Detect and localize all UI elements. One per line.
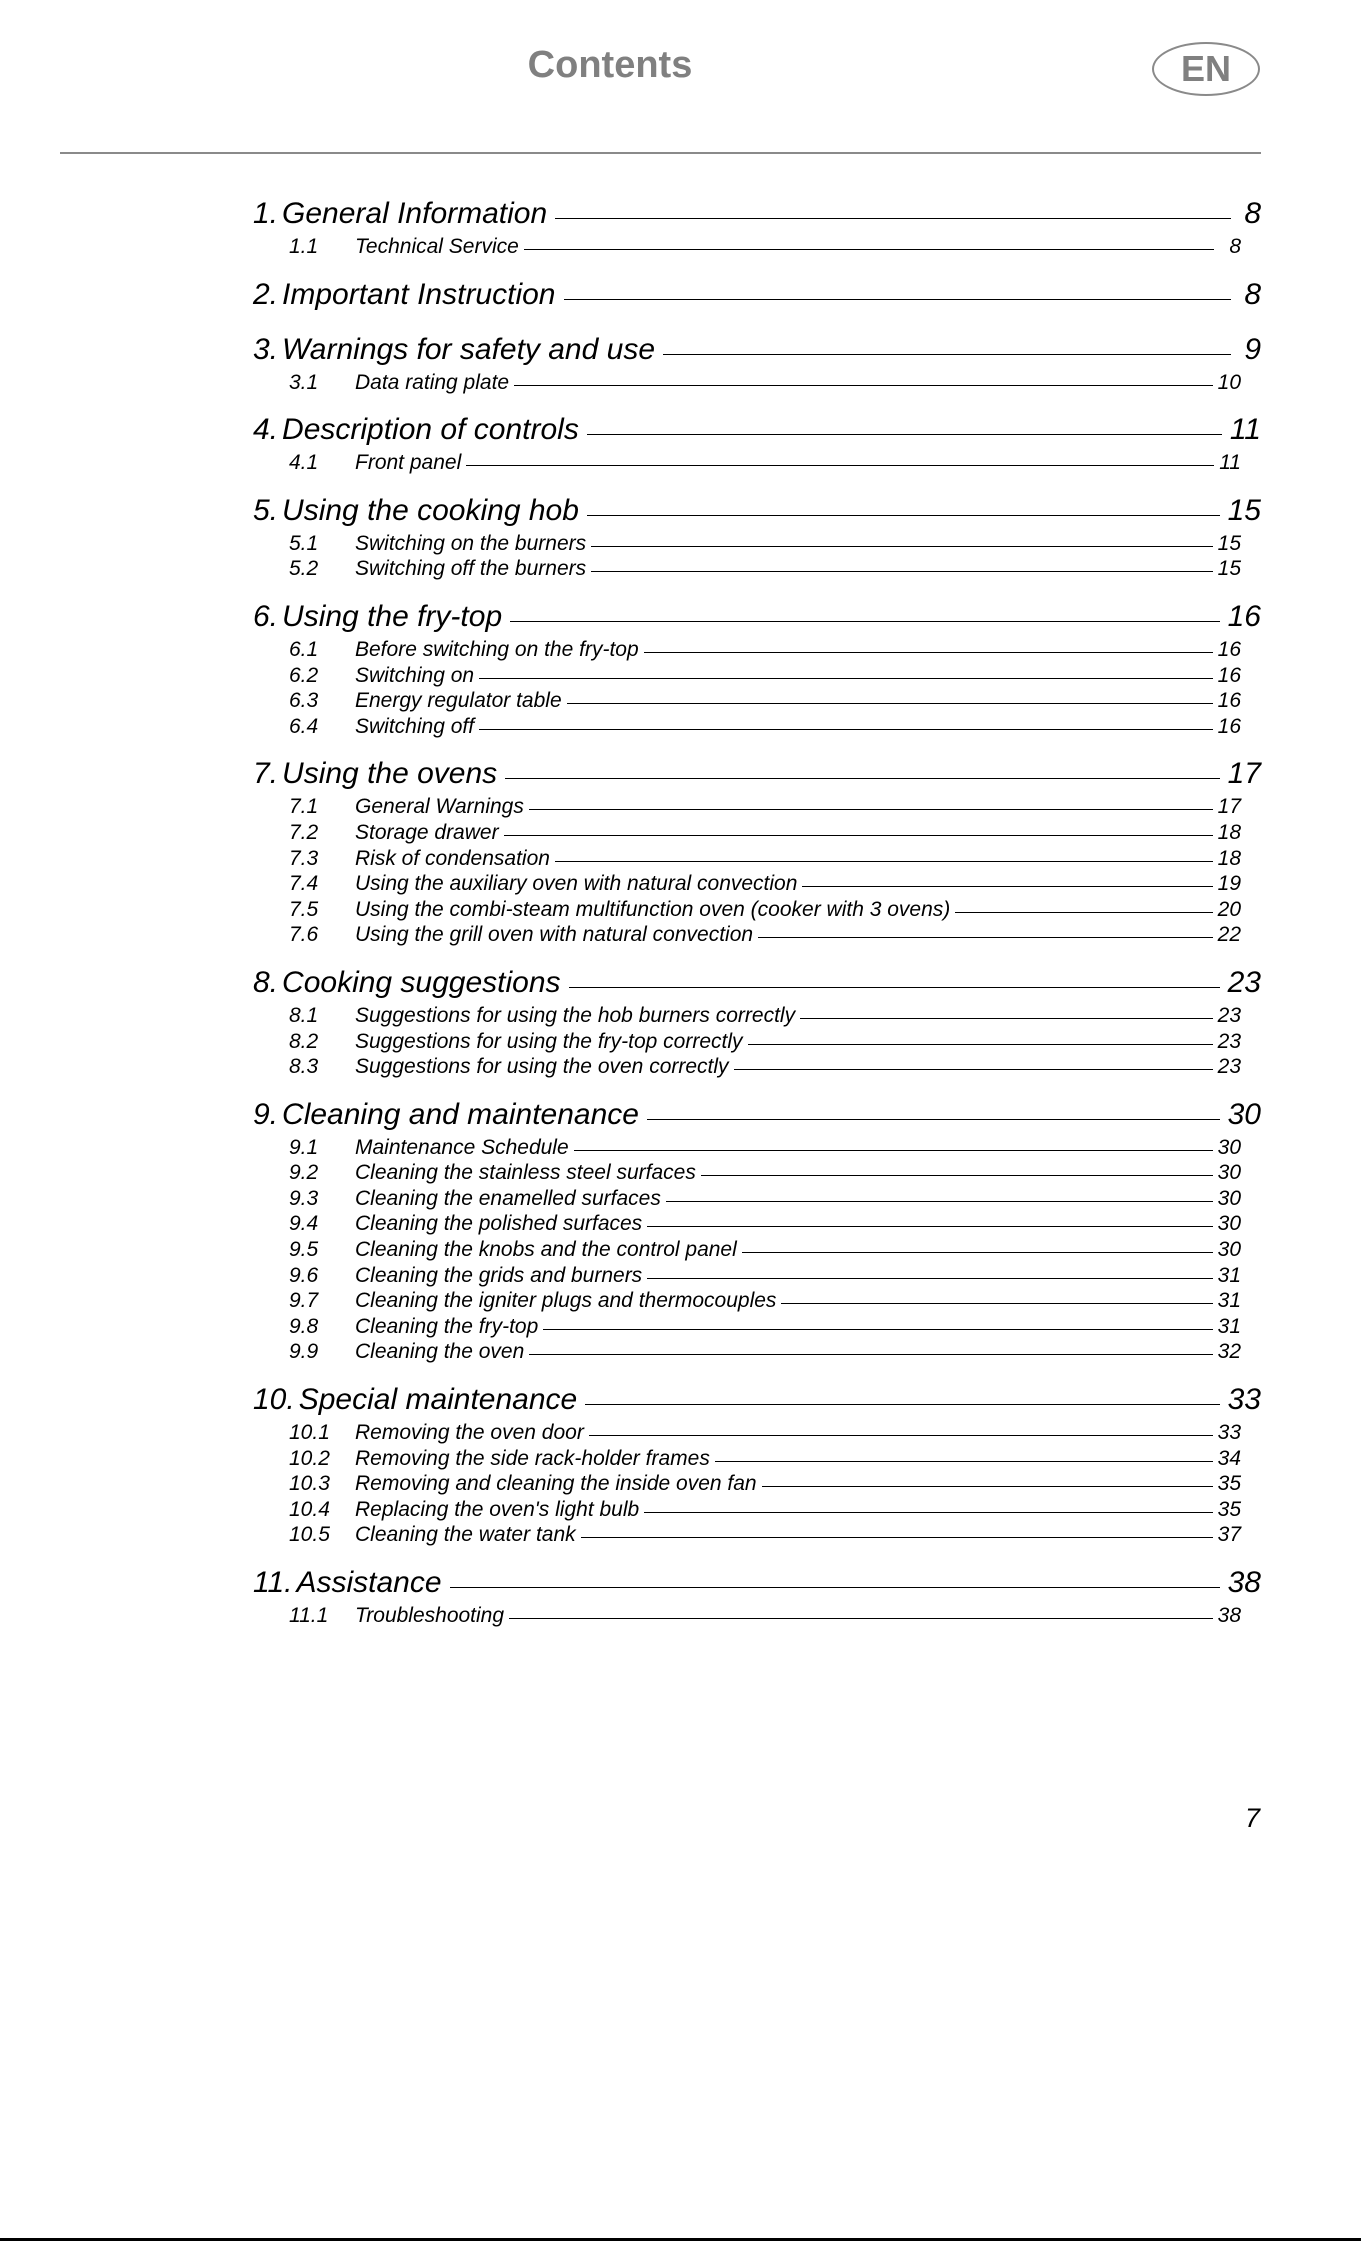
toc-entry-page: 17: [1217, 795, 1241, 819]
toc-leader-line: [802, 886, 1212, 887]
toc-entry-number: 4.: [253, 413, 279, 447]
toc-entry-title: Warnings for safety and use: [282, 332, 656, 366]
toc-entry-number: 5.2: [289, 557, 319, 581]
toc-subsection-entry[interactable]: [253, 1212, 1261, 1238]
toc-entry-page: 9: [1244, 332, 1261, 366]
toc-entry-title: Cleaning the water tank: [355, 1523, 576, 1547]
toc-subsection-entry[interactable]: [253, 557, 1261, 583]
toc-leader-line: [663, 354, 1231, 355]
toc-entry-title: Cleaning the knobs and the control panel: [355, 1238, 737, 1262]
toc-entry-number: 7.3: [289, 846, 319, 870]
toc-section: [253, 757, 1261, 949]
toc-subsection-entry[interactable]: [253, 1030, 1261, 1056]
toc-leader-line: [555, 218, 1231, 219]
toc-entry-page: 11: [1229, 413, 1261, 447]
toc-subsection-entry[interactable]: [253, 1498, 1261, 1524]
toc-entry-page: 15: [1217, 531, 1241, 555]
toc-entry-page: 23: [1217, 1055, 1241, 1079]
toc-entry-title: Energy regulator table: [355, 689, 562, 713]
toc-entry-number: 10.5: [289, 1523, 330, 1547]
toc-entry-page: 17: [1227, 757, 1261, 791]
toc-entry-number: 7.1: [289, 795, 319, 819]
toc-entry-title: Suggestions for using the oven correctly: [355, 1055, 729, 1079]
toc-section: [253, 1098, 1261, 1366]
toc-leader-line: [758, 937, 1213, 938]
toc-entry-page: 8: [1244, 197, 1261, 230]
toc-entry-number: 9.8: [289, 1314, 319, 1338]
toc-leader-line: [479, 729, 1213, 730]
toc-leader-line: [587, 515, 1220, 516]
toc-entry-page: 37: [1217, 1523, 1241, 1547]
toc-subsection-entry[interactable]: [253, 532, 1261, 558]
toc-leader-line: [589, 1435, 1213, 1436]
toc-leader-line: [564, 299, 1232, 300]
toc-leader-line: [647, 1278, 1212, 1279]
toc-subsection-entry[interactable]: [253, 1315, 1261, 1341]
toc-entry-number: 10.3: [289, 1472, 330, 1496]
toc-leader-line: [644, 652, 1213, 653]
toc-entry-page: 23: [1217, 1003, 1241, 1027]
toc-section: [253, 600, 1261, 740]
toc-subsection-entry[interactable]: [253, 1523, 1261, 1549]
toc-entry-page: 23: [1217, 1029, 1241, 1053]
toc-entry-page: 16: [1217, 637, 1241, 661]
toc-subsection-entry[interactable]: [253, 847, 1261, 873]
toc-entry-number: 3.: [253, 332, 279, 366]
toc-entry-number: 10.4: [289, 1497, 330, 1521]
toc-entry-page: 8: [1229, 235, 1241, 258]
toc-chapter-entry[interactable]: [253, 197, 1261, 235]
toc-subsection-entry[interactable]: [253, 1447, 1261, 1473]
toc-chapter-entry[interactable]: [253, 966, 1261, 1004]
toc-section: [253, 413, 1261, 477]
toc-leader-line: [529, 809, 1213, 810]
toc-entry-title: Cleaning and maintenance: [282, 1097, 639, 1131]
toc-entry-title: Suggestions for using the hob burners correctly: [355, 1003, 796, 1027]
toc-entry-number: 2.: [253, 277, 279, 311]
toc-chapter-entry[interactable]: [253, 413, 1261, 451]
toc-entry-number: 6.1: [289, 637, 319, 661]
toc-entry-title: Cleaning the grids and burners: [355, 1263, 643, 1287]
toc-subsection-entry[interactable]: [253, 451, 1261, 477]
toc-section: [253, 1566, 1261, 1630]
toc-entry-page: 31: [1217, 1263, 1241, 1287]
toc-entry-page: 31: [1217, 1314, 1241, 1338]
toc-chapter-entry[interactable]: [253, 600, 1261, 638]
toc-subsection-entry[interactable]: [253, 1340, 1261, 1366]
toc-entry-page: 31: [1217, 1289, 1241, 1313]
toc-entry-page: 16: [1227, 599, 1261, 633]
toc-entry-number: 7.: [253, 757, 279, 791]
toc-entry-title: General Warnings: [355, 795, 524, 819]
toc-entry-page: 23: [1227, 965, 1261, 999]
toc-leader-line: [543, 1329, 1212, 1330]
toc-entry-title: Switching off the burners: [355, 557, 587, 581]
toc-entry-page: 30: [1227, 1097, 1261, 1131]
toc-entry-title: Special maintenance: [298, 1383, 578, 1417]
toc-leader-line: [581, 1537, 1213, 1538]
toc-section: [253, 1383, 1261, 1549]
toc-entry-number: 10.2: [289, 1446, 330, 1470]
toc-entry-number: 11.: [253, 1566, 293, 1599]
toc-entry-page: 30: [1217, 1212, 1241, 1236]
toc-subsection-entry[interactable]: [253, 1472, 1261, 1498]
toc-entry-page: 38: [1217, 1604, 1241, 1627]
toc-leader-line: [574, 1150, 1213, 1151]
toc-entry-page: 20: [1217, 897, 1241, 921]
toc-leader-line: [524, 249, 1214, 250]
toc-entry-title: Using the grill oven with natural convection: [355, 923, 754, 947]
toc-leader-line: [514, 385, 1213, 386]
toc-entry-title: Maintenance Schedule: [355, 1135, 569, 1159]
toc-chapter-entry[interactable]: [253, 1566, 1261, 1604]
toc-subsection-entry[interactable]: [253, 1004, 1261, 1030]
toc-chapter-entry[interactable]: [253, 1098, 1261, 1136]
toc-entry-page: 10: [1217, 370, 1241, 394]
toc-entry-title: Cleaning the oven: [355, 1340, 525, 1364]
toc-entry-title: Before switching on the fry-top: [355, 637, 639, 661]
toc-subsection-entry[interactable]: [253, 1421, 1261, 1447]
language-badge: EN: [1152, 42, 1260, 96]
toc-leader-line: [505, 778, 1219, 779]
toc-subsection-entry[interactable]: [253, 715, 1261, 741]
toc-entry-title: Front panel: [355, 451, 462, 475]
toc-entry-number: 8.: [253, 965, 279, 999]
toc-entry-number: 10.1: [289, 1421, 330, 1445]
toc-entry-page: 15: [1217, 557, 1241, 581]
toc-subsection-entry[interactable]: [253, 664, 1261, 690]
toc-entry-page: 16: [1217, 714, 1241, 738]
toc-chapter-entry[interactable]: [253, 757, 1261, 795]
toc-entry-page: 32: [1217, 1340, 1241, 1364]
toc-subsection-entry[interactable]: [253, 898, 1261, 924]
toc-leader-line: [509, 1618, 1213, 1619]
toc-entry-title: Removing the oven door: [355, 1421, 584, 1445]
toc-entry-page: 22: [1217, 923, 1241, 947]
toc-subsection-entry[interactable]: [253, 1055, 1261, 1081]
toc-leader-line: [504, 835, 1213, 836]
toc-entry-title: Using the auxiliary oven with natural convection: [355, 872, 798, 896]
toc-entry-title: Data rating plate: [355, 370, 510, 394]
toc-entry-number: 6.3: [289, 689, 319, 713]
toc-entry-page: 19: [1217, 872, 1241, 896]
toc-entry-number: 4.1: [289, 451, 319, 475]
toc-leader-line: [555, 861, 1213, 862]
toc-entry-page: 18: [1217, 846, 1241, 870]
toc-entry-title: General Information: [282, 197, 548, 230]
toc-leader-line: [450, 1587, 1220, 1588]
toc-leader-line: [715, 1461, 1213, 1462]
toc-leader-line: [762, 1486, 1213, 1487]
toc-leader-line: [647, 1119, 1220, 1120]
toc-subsection-entry[interactable]: [253, 821, 1261, 847]
toc-entry-number: 1.: [253, 197, 279, 230]
toc-entry-page: 18: [1217, 820, 1241, 844]
toc-entry-title: Assistance: [296, 1566, 442, 1599]
toc-chapter-entry[interactable]: [253, 1383, 1261, 1421]
toc-entry-title: Switching off: [355, 714, 475, 738]
toc-entry-page: 16: [1217, 663, 1241, 687]
toc-entry-number: 11.1: [289, 1604, 329, 1627]
toc-entry-title: Important Instruction: [282, 277, 556, 311]
toc-entry-title: Troubleshooting: [355, 1604, 505, 1627]
toc-leader-line: [800, 1018, 1213, 1019]
toc-entry-page: 30: [1217, 1135, 1241, 1159]
toc-entry-number: 9.9: [289, 1340, 319, 1364]
toc-entry-number: 5.1: [289, 531, 319, 555]
toc-entry-number: 7.6: [289, 923, 319, 947]
toc-entry-title: Suggestions for using the fry-top correctly: [355, 1029, 743, 1053]
toc-subsection-entry[interactable]: [253, 371, 1261, 397]
toc-subsection-entry[interactable]: [253, 235, 1261, 261]
toc-entry-page: 35: [1217, 1497, 1241, 1521]
toc-entry-number: 1.1: [289, 235, 319, 258]
toc-entry-page: 33: [1217, 1421, 1241, 1445]
toc-entry-title: Replacing the oven's light bulb: [355, 1497, 640, 1521]
toc-entry-number: 7.5: [289, 897, 319, 921]
toc-leader-line: [748, 1044, 1213, 1045]
toc-entry-page: 35: [1217, 1472, 1241, 1496]
toc-subsection-entry[interactable]: [253, 1264, 1261, 1290]
toc-section: [253, 966, 1261, 1081]
toc-chapter-entry[interactable]: [253, 278, 1261, 316]
toc-section: [253, 333, 1261, 397]
toc-entry-number: 8.1: [289, 1003, 319, 1027]
toc-chapter-entry[interactable]: [253, 494, 1261, 532]
toc-leader-line: [585, 1404, 1219, 1405]
toc-entry-page: 16: [1217, 689, 1241, 713]
toc-subsection-entry[interactable]: [253, 923, 1261, 949]
toc-subsection-entry[interactable]: [253, 1136, 1261, 1162]
header-divider: [60, 152, 1261, 154]
toc-entry-number: 6.2: [289, 663, 319, 687]
toc-entry-number: 6.4: [289, 714, 319, 738]
toc-entry-number: 5.: [253, 493, 279, 527]
toc-leader-line: [955, 912, 1212, 913]
toc-entry-number: 9.2: [289, 1161, 319, 1185]
toc-entry-title: Using the ovens: [282, 757, 498, 791]
toc-entry-title: Cleaning the enamelled surfaces: [355, 1186, 661, 1210]
toc-entry-title: Cleaning the polished surfaces: [355, 1212, 643, 1236]
toc-entry-page: 34: [1217, 1446, 1241, 1470]
toc-subsection-entry[interactable]: [253, 1289, 1261, 1315]
toc-entry-title: Switching on: [355, 663, 475, 687]
toc-entry-number: 10.: [253, 1383, 295, 1417]
toc-subsection-entry[interactable]: [253, 872, 1261, 898]
toc-leader-line: [701, 1175, 1213, 1176]
toc-chapter-entry[interactable]: [253, 333, 1261, 371]
toc-entry-title: Storage drawer: [355, 820, 499, 844]
toc-leader-line: [742, 1252, 1213, 1253]
toc-entry-title: Cleaning the igniter plugs and thermocouples: [355, 1289, 777, 1313]
toc-entry-number: 9.1: [289, 1135, 319, 1159]
toc-leader-line: [466, 465, 1214, 466]
toc-subsection-entry[interactable]: [253, 1161, 1261, 1187]
toc-entry-page: 30: [1217, 1186, 1241, 1210]
toc-leader-line: [591, 571, 1213, 572]
toc-entry-number: 9.4: [289, 1212, 319, 1236]
toc-entry-title: Using the fry-top: [282, 599, 503, 633]
toc-subsection-entry[interactable]: [253, 1604, 1261, 1630]
toc-entry-title: Cooking suggestions: [282, 965, 561, 999]
toc-entry-title: Risk of condensation: [355, 846, 550, 870]
toc-entry-number: 7.4: [289, 872, 319, 896]
toc-leader-line: [529, 1354, 1212, 1355]
toc-subsection-entry[interactable]: [253, 638, 1261, 664]
toc-entry-number: 9.7: [289, 1289, 319, 1313]
toc-leader-line: [569, 987, 1220, 988]
toc-leader-line: [734, 1069, 1213, 1070]
toc-leader-line: [591, 546, 1213, 547]
toc-entry-page: 11: [1219, 451, 1241, 475]
toc-entry-number: 7.2: [289, 820, 319, 844]
toc-entry-title: Using the cooking hob: [282, 493, 579, 527]
toc-entry-page: 38: [1227, 1566, 1261, 1599]
toc-leader-line: [567, 703, 1213, 704]
toc-entry-number: 9.5: [289, 1238, 319, 1262]
toc-entry-title: Using the combi-steam multifunction oven (cooker with 3 ovens): [355, 897, 951, 921]
toc-entry-page: 8: [1244, 277, 1261, 311]
toc-entry-number: 6.: [253, 599, 279, 633]
toc-section: [253, 278, 1261, 316]
toc-entry-title: Description of controls: [282, 413, 579, 447]
toc-entry-title: Switching on the burners: [355, 531, 587, 555]
toc-subsection-entry[interactable]: [253, 689, 1261, 715]
toc-leader-line: [781, 1303, 1212, 1304]
toc-entry-page: 30: [1217, 1238, 1241, 1262]
toc-leader-line: [644, 1512, 1212, 1513]
toc-subsection-entry[interactable]: [253, 795, 1261, 821]
toc-entry-page: 30: [1217, 1161, 1241, 1185]
toc-leader-line: [510, 621, 1220, 622]
page-title: Contents: [527, 44, 693, 86]
toc-entry-title: Removing the side rack-holder frames: [355, 1446, 710, 1470]
toc-entry-page: 33: [1227, 1383, 1261, 1417]
page-number: 7: [1244, 1803, 1260, 1833]
toc-entry-number: 8.3: [289, 1055, 319, 1079]
toc-entry-title: Technical Service: [355, 235, 519, 258]
toc-section: [253, 494, 1261, 583]
toc-entry-number: 9.3: [289, 1186, 319, 1210]
toc-leader-line: [587, 434, 1222, 435]
toc-entry-page: 15: [1227, 493, 1261, 527]
toc-subsection-entry[interactable]: [253, 1238, 1261, 1264]
toc-entry-title: Removing and cleaning the inside oven fan: [355, 1472, 757, 1496]
toc-leader-line: [666, 1201, 1213, 1202]
toc-entry-number: 9.: [253, 1097, 279, 1131]
toc-entry-title: Cleaning the fry-top: [355, 1314, 539, 1338]
table-of-contents: [253, 197, 1261, 1647]
toc-entry-number: 3.1: [289, 370, 319, 394]
toc-leader-line: [647, 1226, 1212, 1227]
toc-subsection-entry[interactable]: [253, 1187, 1261, 1213]
toc-entry-title: Cleaning the stainless steel surfaces: [355, 1161, 696, 1185]
toc-section: [253, 197, 1261, 261]
toc-entry-number: 8.2: [289, 1029, 319, 1053]
toc-entry-number: 9.6: [289, 1263, 319, 1287]
toc-leader-line: [479, 678, 1213, 679]
